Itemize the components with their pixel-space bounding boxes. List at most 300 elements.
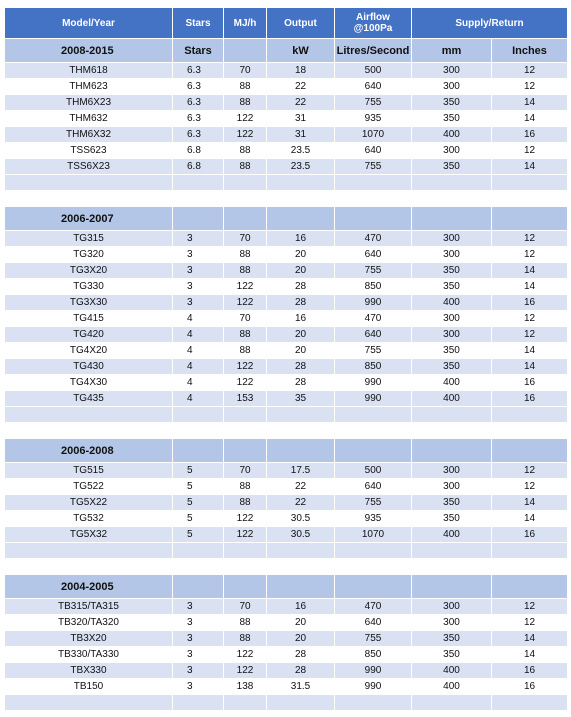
cell-airflow: 990 [335,391,412,407]
cell-stars: 5 [173,527,224,543]
cell-airflow: 640 [335,479,412,495]
cell-mm: 300 [412,479,492,495]
cell-model: TB150 [5,679,173,695]
section-unit: kW [267,39,335,63]
cell-airflow: 990 [335,663,412,679]
cell-model: TG5X32 [5,527,173,543]
spacer-cell [5,543,173,559]
cell-stars: 3 [173,263,224,279]
cell-output: 30.5 [267,527,335,543]
heater-spec-table [4,7,568,711]
table-row [5,391,568,407]
spacer-cell [5,191,173,207]
cell-mm: 350 [412,159,492,175]
cell-mm: 350 [412,279,492,295]
cell-airflow: 470 [335,311,412,327]
cell-model: TG315 [5,231,173,247]
table-row [5,159,568,175]
cell-output: 28 [267,279,335,295]
cell-model: TG415 [5,311,173,327]
section-year: 2004-2005 [5,575,173,599]
cell-output: 35 [267,391,335,407]
spacer-cell [335,191,412,207]
cell-output: 28 [267,295,335,311]
cell-stars: 4 [173,391,224,407]
cell-output: 18 [267,63,335,79]
spacer-cell [224,407,267,423]
cell-mjh: 88 [224,495,267,511]
spacer-cell [412,543,492,559]
cell-mm: 350 [412,343,492,359]
cell-stars: 3 [173,663,224,679]
cell-inches: 16 [492,127,568,143]
section-year: 2006-2008 [5,439,173,463]
cell-airflow: 755 [335,495,412,511]
spacer-row [5,559,568,575]
table-row [5,143,568,159]
cell-airflow: 500 [335,63,412,79]
spacer-cell [267,175,335,191]
cell-inches: 14 [492,111,568,127]
cell-airflow: 640 [335,79,412,95]
cell-mjh: 70 [224,599,267,615]
cell-mjh: 122 [224,359,267,375]
cell-output: 20 [267,631,335,647]
table-row [5,599,568,615]
section-row [5,575,568,599]
cell-inches: 12 [492,231,568,247]
table-row [5,111,568,127]
cell-inches: 16 [492,679,568,695]
cell-mm: 400 [412,663,492,679]
header-stars: Stars [173,8,224,39]
table-row [5,311,568,327]
cell-model: THM632 [5,111,173,127]
section-unit [224,207,267,231]
cell-stars: 6.3 [173,111,224,127]
cell-inches: 12 [492,79,568,95]
cell-airflow: 640 [335,247,412,263]
cell-mjh: 122 [224,511,267,527]
spacer-row [5,695,568,711]
cell-stars: 3 [173,279,224,295]
header-airflow-line1: Airflow [356,12,390,23]
spacer-cell [173,695,224,711]
cell-mm: 300 [412,599,492,615]
cell-output: 28 [267,647,335,663]
spacer-cell [335,559,412,575]
header-row [5,8,568,39]
cell-mjh: 138 [224,679,267,695]
cell-output: 22 [267,95,335,111]
cell-stars: 4 [173,343,224,359]
cell-model: TG4X30 [5,375,173,391]
cell-output: 22 [267,79,335,95]
cell-inches: 14 [492,631,568,647]
spacer-cell [224,695,267,711]
cell-stars: 5 [173,495,224,511]
header-airflow [335,8,412,39]
cell-mm: 400 [412,679,492,695]
table-row [5,479,568,495]
table-row [5,79,568,95]
cell-stars: 6.3 [173,63,224,79]
table-row [5,127,568,143]
cell-inches: 16 [492,391,568,407]
cell-mjh: 70 [224,63,267,79]
cell-mjh: 122 [224,375,267,391]
cell-inches: 14 [492,511,568,527]
table-row [5,359,568,375]
cell-stars: 3 [173,231,224,247]
section-unit [224,39,267,63]
cell-output: 31 [267,127,335,143]
header-airflow-line2: @100Pa [353,23,393,34]
cell-model: TB320/TA320 [5,615,173,631]
cell-stars: 6.8 [173,143,224,159]
cell-inches: 14 [492,647,568,663]
cell-mjh: 122 [224,111,267,127]
cell-mjh: 88 [224,263,267,279]
cell-stars: 3 [173,679,224,695]
spacer-cell [267,543,335,559]
cell-stars: 6.3 [173,127,224,143]
cell-output: 17.5 [267,463,335,479]
cell-mm: 350 [412,511,492,527]
cell-mjh: 153 [224,391,267,407]
cell-model: TG5X22 [5,495,173,511]
spacer-cell [335,423,412,439]
cell-model: TG320 [5,247,173,263]
cell-airflow: 470 [335,599,412,615]
cell-inches: 12 [492,479,568,495]
section-unit [267,207,335,231]
cell-mjh: 122 [224,527,267,543]
cell-airflow: 850 [335,359,412,375]
spacer-cell [5,175,173,191]
cell-output: 16 [267,311,335,327]
cell-mjh: 88 [224,247,267,263]
cell-model: TG430 [5,359,173,375]
spacer-cell [5,423,173,439]
table-row [5,247,568,263]
table-row [5,263,568,279]
section-unit [335,575,412,599]
cell-inches: 14 [492,495,568,511]
cell-stars: 3 [173,295,224,311]
cell-inches: 14 [492,95,568,111]
spacer-cell [335,175,412,191]
spacer-row [5,407,568,423]
spacer-cell [224,543,267,559]
section-unit [335,207,412,231]
section-unit: Inches [492,39,568,63]
section-unit: mm [412,39,492,63]
cell-mjh: 88 [224,79,267,95]
cell-airflow: 990 [335,295,412,311]
table-row [5,511,568,527]
spacer-cell [335,695,412,711]
cell-model: TSS6X23 [5,159,173,175]
cell-mm: 400 [412,127,492,143]
section-unit [492,207,568,231]
section-unit [492,575,568,599]
cell-mjh: 88 [224,327,267,343]
cell-mm: 400 [412,295,492,311]
cell-inches: 16 [492,295,568,311]
cell-stars: 4 [173,327,224,343]
cell-mm: 300 [412,63,492,79]
cell-stars: 3 [173,599,224,615]
spacer-cell [267,559,335,575]
cell-airflow: 755 [335,159,412,175]
table-row [5,279,568,295]
spacer-cell [492,191,568,207]
cell-airflow: 500 [335,463,412,479]
cell-output: 22 [267,495,335,511]
cell-output: 28 [267,359,335,375]
header-output: Output [267,8,335,39]
cell-model: TG330 [5,279,173,295]
spacer-cell [224,423,267,439]
header-model-year: Model/Year [5,8,173,39]
table-row [5,647,568,663]
section-year: 2006-2007 [5,207,173,231]
section-unit [224,439,267,463]
section-unit [492,439,568,463]
table-body [5,8,568,711]
spacer-cell [5,559,173,575]
cell-mjh: 122 [224,663,267,679]
cell-mm: 350 [412,111,492,127]
cell-output: 20 [267,343,335,359]
cell-airflow: 640 [335,615,412,631]
cell-stars: 3 [173,615,224,631]
cell-airflow: 990 [335,375,412,391]
cell-inches: 12 [492,311,568,327]
table-row [5,231,568,247]
spacer-cell [173,423,224,439]
cell-output: 22 [267,479,335,495]
cell-airflow: 755 [335,263,412,279]
section-unit [224,575,267,599]
table-row [5,327,568,343]
cell-airflow: 935 [335,511,412,527]
table-row [5,295,568,311]
cell-airflow: 755 [335,631,412,647]
table-row [5,631,568,647]
cell-inches: 14 [492,263,568,279]
header-mjh: MJ/h [224,8,267,39]
spacer-cell [335,407,412,423]
cell-output: 23.5 [267,159,335,175]
cell-model: THM618 [5,63,173,79]
cell-model: TB3X20 [5,631,173,647]
cell-mm: 350 [412,631,492,647]
cell-mjh: 70 [224,311,267,327]
cell-mjh: 88 [224,615,267,631]
cell-stars: 5 [173,479,224,495]
cell-mm: 350 [412,95,492,111]
cell-model: TG420 [5,327,173,343]
table-row [5,63,568,79]
cell-stars: 6.3 [173,95,224,111]
cell-mjh: 88 [224,95,267,111]
cell-model: TBX330 [5,663,173,679]
cell-mjh: 88 [224,343,267,359]
spacer-cell [412,423,492,439]
spacer-cell [412,175,492,191]
cell-inches: 12 [492,247,568,263]
cell-stars: 5 [173,511,224,527]
cell-stars: 3 [173,631,224,647]
cell-model: TG3X20 [5,263,173,279]
section-unit [267,575,335,599]
cell-mm: 300 [412,247,492,263]
spacer-cell [492,543,568,559]
spacer-row [5,175,568,191]
spacer-cell [173,543,224,559]
section-unit [173,207,224,231]
section-unit [412,439,492,463]
section-unit [412,575,492,599]
spacer-cell [267,407,335,423]
cell-inches: 12 [492,599,568,615]
cell-output: 23.5 [267,143,335,159]
cell-stars: 3 [173,647,224,663]
cell-stars: 6.3 [173,79,224,95]
cell-inches: 16 [492,663,568,679]
section-unit [173,575,224,599]
cell-output: 20 [267,327,335,343]
cell-airflow: 990 [335,679,412,695]
spacer-row [5,191,568,207]
section-unit [412,207,492,231]
cell-output: 31.5 [267,679,335,695]
cell-model: TB330/TA330 [5,647,173,663]
section-unit [173,439,224,463]
cell-model: THM623 [5,79,173,95]
spacer-cell [492,695,568,711]
cell-mm: 300 [412,231,492,247]
cell-stars: 4 [173,311,224,327]
cell-mjh: 88 [224,479,267,495]
section-row [5,39,568,63]
table-row [5,463,568,479]
cell-inches: 14 [492,343,568,359]
cell-mjh: 88 [224,143,267,159]
cell-inches: 12 [492,143,568,159]
cell-stars: 4 [173,375,224,391]
cell-airflow: 640 [335,143,412,159]
cell-output: 20 [267,615,335,631]
spacer-cell [267,423,335,439]
spacer-cell [173,559,224,575]
cell-mm: 300 [412,327,492,343]
cell-inches: 12 [492,63,568,79]
section-row [5,207,568,231]
cell-output: 16 [267,231,335,247]
section-unit: Stars [173,39,224,63]
table-row [5,663,568,679]
section-unit [267,439,335,463]
spacer-cell [492,423,568,439]
cell-inches: 14 [492,359,568,375]
cell-airflow: 755 [335,95,412,111]
spacer-row [5,423,568,439]
table-row [5,679,568,695]
cell-stars: 5 [173,463,224,479]
spacer-cell [412,407,492,423]
table-row [5,495,568,511]
cell-output: 28 [267,663,335,679]
section-unit: Litres/Second [335,39,412,63]
cell-mm: 300 [412,143,492,159]
cell-airflow: 850 [335,647,412,663]
cell-model: TB315/TA315 [5,599,173,615]
spacer-cell [224,191,267,207]
spacer-cell [173,175,224,191]
table-row [5,343,568,359]
cell-inches: 14 [492,279,568,295]
cell-inches: 12 [492,463,568,479]
spacer-cell [412,695,492,711]
cell-output: 16 [267,599,335,615]
spacer-cell [173,407,224,423]
cell-output: 20 [267,263,335,279]
cell-mjh: 122 [224,647,267,663]
cell-mm: 300 [412,615,492,631]
cell-mm: 300 [412,79,492,95]
cell-mjh: 70 [224,231,267,247]
cell-mm: 400 [412,375,492,391]
cell-mjh: 122 [224,295,267,311]
spacer-cell [267,695,335,711]
cell-airflow: 755 [335,343,412,359]
cell-output: 20 [267,247,335,263]
section-unit [335,439,412,463]
cell-output: 28 [267,375,335,391]
spacer-cell [5,695,173,711]
cell-output: 31 [267,111,335,127]
cell-output: 30.5 [267,511,335,527]
spacer-cell [412,559,492,575]
table-row [5,527,568,543]
spacer-cell [5,407,173,423]
cell-mm: 400 [412,527,492,543]
spacer-cell [173,191,224,207]
cell-model: TG515 [5,463,173,479]
cell-inches: 16 [492,527,568,543]
cell-model: TG3X30 [5,295,173,311]
cell-airflow: 1070 [335,527,412,543]
cell-model: TG4X20 [5,343,173,359]
cell-mm: 350 [412,647,492,663]
spacer-cell [224,175,267,191]
cell-mm: 300 [412,311,492,327]
cell-mm: 300 [412,463,492,479]
cell-inches: 12 [492,327,568,343]
table-row [5,95,568,111]
cell-airflow: 1070 [335,127,412,143]
cell-mjh: 88 [224,159,267,175]
cell-inches: 16 [492,375,568,391]
spacer-cell [412,191,492,207]
spacer-cell [492,559,568,575]
spec-table-container [4,7,567,711]
cell-airflow: 850 [335,279,412,295]
header-supply-return: Supply/Return [412,8,568,39]
